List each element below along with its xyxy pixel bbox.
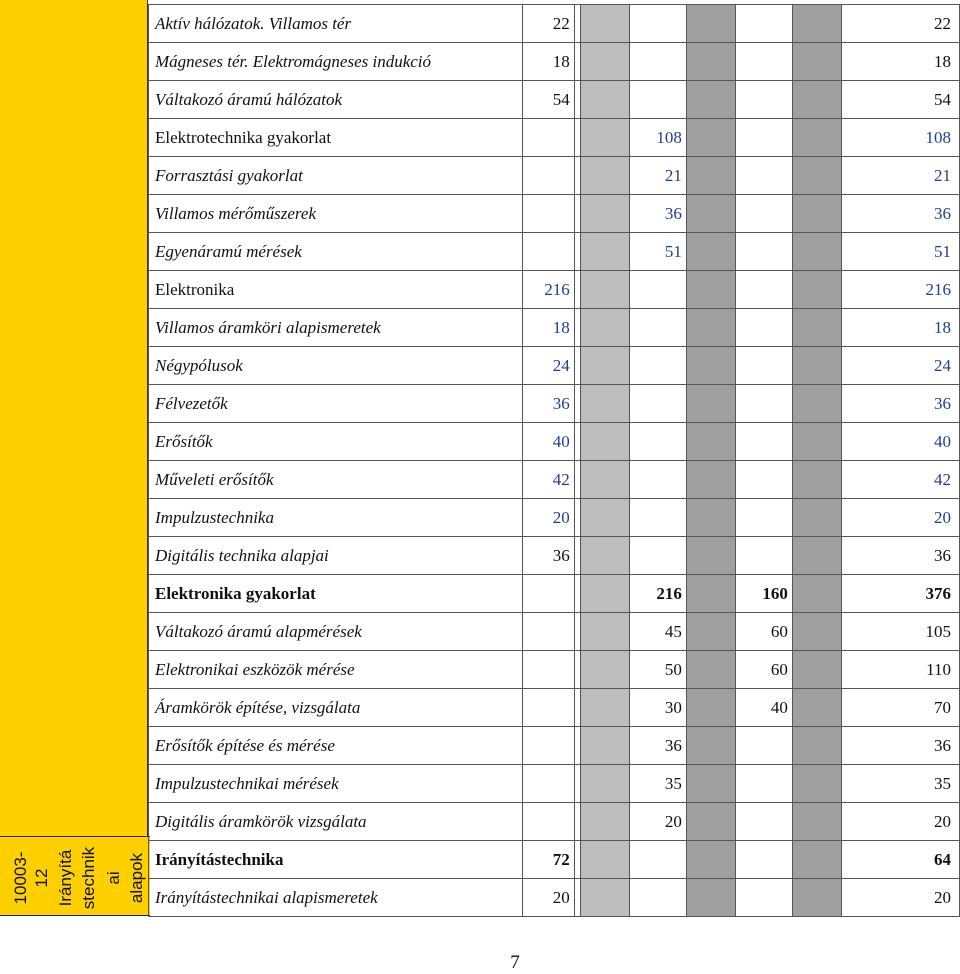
grey-column-cell [581,233,630,271]
grey-column-cell [686,461,735,499]
table-row [149,233,960,271]
grey-column-cell [792,119,841,157]
hours-extra-cell [736,309,792,347]
table-row [149,689,960,727]
hours-table [148,4,960,917]
hours-theory-cell [522,727,574,765]
hours-practice-cell: 51 [630,233,686,271]
hours-practice-cell [630,385,686,423]
hours-total-cell: 110 [842,651,960,689]
subject-name-cell: Műveleti erősítők [149,461,523,499]
hours-theory-cell: 20 [522,499,574,537]
hours-extra-cell [736,195,792,233]
grey-column-cell [792,803,841,841]
hours-practice-cell: 20 [630,803,686,841]
subject-name-cell: Irányítástechnikai alapismeretek [149,879,523,917]
hours-total-cell: 21 [842,157,960,195]
grey-column-cell [686,385,735,423]
hours-theory-cell [522,575,574,613]
grey-column-cell [581,879,630,917]
hours-extra-cell [736,803,792,841]
grey-column-cell [792,5,841,43]
grey-column-cell [686,803,735,841]
table-row [149,157,960,195]
grey-column-cell [792,727,841,765]
table-row [149,575,960,613]
grey-column-cell [581,385,630,423]
subject-name-cell: Villamos mérőműszerek [149,195,523,233]
hours-practice-cell [630,499,686,537]
module-name-line-1: Irányítá [56,849,75,907]
grey-column-cell [686,347,735,385]
grey-column-cell [686,423,735,461]
hours-extra-cell [736,537,792,575]
grey-column-cell [686,5,735,43]
hours-theory-cell [522,689,574,727]
grey-column-cell [581,347,630,385]
grey-column-cell [686,499,735,537]
hours-total-cell: 35 [842,765,960,803]
hours-extra-cell: 40 [736,689,792,727]
hours-practice-cell: 45 [630,613,686,651]
hours-total-cell: 20 [842,499,960,537]
hours-total-cell: 54 [842,81,960,119]
hours-total-cell: 105 [842,613,960,651]
grey-column-cell [581,43,630,81]
subject-name-cell: Villamos áramköri alapismeretek [149,309,523,347]
grey-column-cell [686,575,735,613]
table-row [149,195,960,233]
hours-extra-cell [736,727,792,765]
grey-column-cell [686,727,735,765]
subject-name-cell: Impulzustechnikai mérések [149,765,523,803]
grey-column-cell [792,271,841,309]
grey-column-cell [581,765,630,803]
hours-practice-cell: 216 [630,575,686,613]
grey-column-cell [686,43,735,81]
subject-name-cell: Elektronika [149,271,523,309]
grey-column-cell [792,385,841,423]
hours-total-cell: 36 [842,537,960,575]
hours-theory-cell: 216 [522,271,574,309]
grey-column-cell [792,879,841,917]
hours-extra-cell [736,5,792,43]
table-row [149,385,960,423]
grey-column-cell [686,613,735,651]
grey-column-cell [686,537,735,575]
sidebar-column [0,0,148,915]
module-name-line-4: alapok [127,852,146,904]
grey-column-cell [792,689,841,727]
hours-total-cell: 216 [842,271,960,309]
table-row [149,5,960,43]
hours-practice-cell [630,347,686,385]
grey-column-cell [686,765,735,803]
hours-practice-cell [630,423,686,461]
grey-column-cell [686,841,735,879]
hours-practice-cell: 35 [630,765,686,803]
hours-total-cell: 36 [842,385,960,423]
table-row [149,841,960,879]
grey-column-cell [792,841,841,879]
hours-total-cell: 70 [842,689,960,727]
hours-table-body [149,5,960,917]
hours-total-cell: 42 [842,461,960,499]
table-row [149,309,960,347]
subject-name-cell: Váltakozó áramú hálózatok [149,81,523,119]
subject-name-cell: Digitális technika alapjai [149,537,523,575]
hours-theory-cell: 20 [522,879,574,917]
hours-theory-cell: 18 [522,309,574,347]
grey-column-cell [686,309,735,347]
hours-extra-cell: 60 [736,613,792,651]
subject-name-cell: Egyenáramú mérések [149,233,523,271]
hours-total-cell: 108 [842,119,960,157]
subject-name-cell: Digitális áramkörök vizsgálata [149,803,523,841]
module-name-line-3: ai [104,871,123,885]
hours-theory-cell: 40 [522,423,574,461]
grey-column-cell [686,689,735,727]
grey-column-cell [792,765,841,803]
grey-column-cell [792,233,841,271]
hours-extra-cell [736,233,792,271]
grey-column-cell [792,81,841,119]
hours-theory-cell: 72 [522,841,574,879]
hours-extra-cell [736,423,792,461]
hours-theory-cell: 54 [522,81,574,119]
table-row [149,803,960,841]
hours-practice-cell [630,309,686,347]
grey-column-cell [792,347,841,385]
hours-theory-cell [522,233,574,271]
hours-practice-cell [630,841,686,879]
hours-practice-cell: 108 [630,119,686,157]
hours-practice-cell [630,461,686,499]
subject-name-cell: Mágneses tér. Elektromágneses indukció [149,43,523,81]
hours-total-cell: 36 [842,195,960,233]
subject-name-cell: Erősítők [149,423,523,461]
hours-extra-cell [736,157,792,195]
hours-practice-cell [630,537,686,575]
hours-theory-cell [522,119,574,157]
hours-practice-cell: 50 [630,651,686,689]
grey-column-cell [581,461,630,499]
hours-total-cell: 20 [842,879,960,917]
grey-column-cell [581,613,630,651]
hours-extra-cell [736,841,792,879]
hours-theory-cell: 18 [522,43,574,81]
grey-column-cell [581,5,630,43]
grey-column-cell [686,271,735,309]
grey-column-cell [792,499,841,537]
table-row [149,727,960,765]
module-code-line-2: 12 [32,868,51,888]
hours-practice-cell: 36 [630,727,686,765]
grey-column-cell [686,233,735,271]
hours-total-cell: 22 [842,5,960,43]
grey-column-cell [792,651,841,689]
table-row [149,43,960,81]
grey-column-cell [581,575,630,613]
grey-column-cell [581,309,630,347]
grey-column-cell [581,423,630,461]
table-row [149,537,960,575]
hours-theory-cell [522,613,574,651]
table-row [149,271,960,309]
subject-name-cell: Impulzustechnika [149,499,523,537]
hours-total-cell: 51 [842,233,960,271]
hours-theory-cell: 36 [522,385,574,423]
hours-practice-cell [630,5,686,43]
hours-total-cell: 24 [842,347,960,385]
grey-column-cell [792,43,841,81]
table-row [149,651,960,689]
grey-column-cell [792,537,841,575]
hours-extra-cell [736,879,792,917]
hours-practice-cell: 30 [630,689,686,727]
table-row [149,613,960,651]
hours-theory-cell [522,803,574,841]
hours-theory-cell: 22 [522,5,574,43]
hours-extra-cell [736,119,792,157]
grey-column-cell [581,271,630,309]
grey-column-cell [581,689,630,727]
module-label-cell [0,836,150,916]
table-row [149,81,960,119]
grey-column-cell [581,803,630,841]
hours-extra-cell [736,499,792,537]
hours-practice-cell: 21 [630,157,686,195]
table-row [149,347,960,385]
hours-practice-cell [630,81,686,119]
grey-column-cell [792,613,841,651]
subject-name-cell: Aktív hálózatok. Villamos tér [149,5,523,43]
grey-column-cell [686,119,735,157]
hours-extra-cell [736,347,792,385]
grey-column-cell [581,499,630,537]
subject-name-cell: Erősítők építése és mérése [149,727,523,765]
hours-total-cell: 376 [842,575,960,613]
hours-total-cell: 18 [842,309,960,347]
hours-theory-cell [522,651,574,689]
hours-total-cell: 40 [842,423,960,461]
subject-name-cell: Elektronika gyakorlat [149,575,523,613]
table-row [149,119,960,157]
hours-theory-cell: 36 [522,537,574,575]
grey-column-cell [581,119,630,157]
grey-column-cell [686,195,735,233]
hours-total-cell: 36 [842,727,960,765]
table-row [149,765,960,803]
grey-column-cell [581,157,630,195]
hours-practice-cell [630,271,686,309]
grey-column-cell [686,81,735,119]
hours-theory-cell [522,765,574,803]
subject-name-cell: Elektrotechnika gyakorlat [149,119,523,157]
grey-column-cell [792,423,841,461]
grey-column-cell [792,461,841,499]
hours-theory-cell: 42 [522,461,574,499]
subject-name-cell: Áramkörök építése, vizsgálata [149,689,523,727]
hours-practice-cell [630,43,686,81]
hours-extra-cell [736,81,792,119]
module-name-line-2: stechnik [79,846,98,910]
grey-column-cell [792,309,841,347]
hours-total-cell: 20 [842,803,960,841]
grey-column-cell [581,727,630,765]
hours-theory-cell [522,195,574,233]
page-number: 7 [510,952,520,973]
table-row [149,461,960,499]
grey-column-cell [581,537,630,575]
hours-extra-cell [736,271,792,309]
hours-extra-cell [736,461,792,499]
grey-column-cell [581,81,630,119]
hours-extra-cell [736,765,792,803]
grey-column-cell [581,841,630,879]
subject-name-cell: Forrasztási gyakorlat [149,157,523,195]
subject-name-cell: Irányítástechnika [149,841,523,879]
grey-column-cell [686,879,735,917]
hours-total-cell: 18 [842,43,960,81]
subject-name-cell: Félvezetők [149,385,523,423]
hours-extra-cell: 160 [736,575,792,613]
grey-column-cell [581,651,630,689]
table-row [149,879,960,917]
module-code-line-1: 10003- [11,851,30,905]
table-row [149,499,960,537]
subject-name-cell: Váltakozó áramú alapmérések [149,613,523,651]
hours-extra-cell [736,385,792,423]
grey-column-cell [792,157,841,195]
hours-extra-cell [736,43,792,81]
grey-column-cell [581,195,630,233]
subject-name-cell: Négypólusok [149,347,523,385]
table-row [149,423,960,461]
grey-column-cell [792,195,841,233]
hours-total-cell: 64 [842,841,960,879]
grey-column-cell [686,651,735,689]
hours-theory-cell [522,157,574,195]
hours-practice-cell [630,879,686,917]
hours-practice-cell: 36 [630,195,686,233]
hours-extra-cell: 60 [736,651,792,689]
grey-column-cell [792,575,841,613]
subject-name-cell: Elektronikai eszközök mérése [149,651,523,689]
hours-theory-cell: 24 [522,347,574,385]
grey-column-cell [686,157,735,195]
